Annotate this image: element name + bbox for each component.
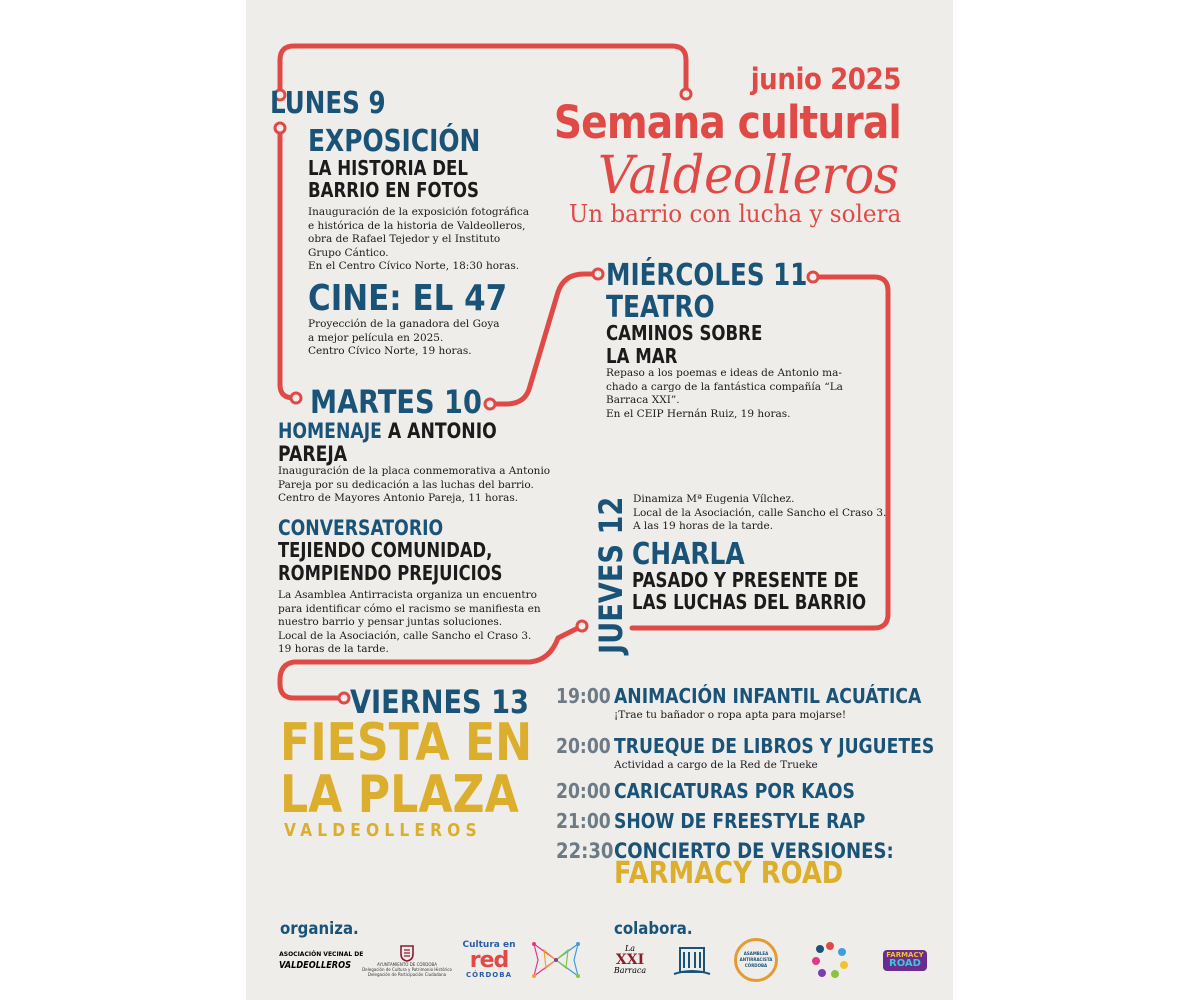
header-date: junio 2025 xyxy=(750,62,901,96)
school-logo xyxy=(670,940,714,980)
schedule-item xyxy=(556,779,936,809)
schedule-title: SHOW DE FREESTYLE RAP xyxy=(614,809,866,833)
schedule-note: Actividad a cargo de la Red de Trueke xyxy=(614,759,818,771)
day-heading-jueves: JUEVES 12 xyxy=(592,496,630,654)
event-title-exposicion: LA HISTORIA DEL BARRIO EN FOTOS xyxy=(308,156,479,202)
dots-ring-icon xyxy=(810,940,850,980)
la-barraca-logo: La XXI Barraca xyxy=(613,944,647,975)
event-title-charla: PASADO Y PRESENTE DE LAS LUCHAS DEL BARRIO xyxy=(632,568,867,614)
day-heading-viernes: VIERNES 13 xyxy=(350,683,529,721)
schedule-item xyxy=(556,734,936,779)
schedule-time: 20:00 xyxy=(556,779,611,803)
cultura-en-red-logo: Cultura en red CÓRDOBA xyxy=(462,940,516,979)
route-node xyxy=(808,272,818,282)
asociacion-vecinal-logo: ASOCIACIÓN VECINAL DE VALDEOLLEROS xyxy=(280,942,364,978)
event-desc-conversatorio: La Asamblea Antirracista organiza un encuentro para identificar cómo el racismo se manifiesta en nuestro barrio y pensar juntas soluciones. Local de la Asociación, calle Sancho el Craso 3. 19 horas de la tarde. xyxy=(278,589,541,656)
route-node xyxy=(593,269,603,279)
day-heading-martes: MARTES 10 xyxy=(310,383,482,421)
organiza-label: organiza. xyxy=(280,919,359,939)
event-desc-charla: Dinamiza Mª Eugenia Vílchez. Local de la Asociación, calle Sancho el Craso 3. A las 19 horas de la tarde. xyxy=(633,493,887,533)
poster xyxy=(246,0,953,1000)
butterfly-icon xyxy=(528,940,584,980)
header-tagline: Un barrio con lucha y solera xyxy=(568,200,901,228)
schedule-note: ¡Trae tu bañador o ropa apta para mojarse! xyxy=(614,709,847,721)
schedule-title: ANIMACIÓN INFANTIL ACUÁTICA xyxy=(614,684,922,708)
dots-logo xyxy=(808,938,852,982)
route-segment-lunes xyxy=(280,128,296,398)
header-place: Valdeolleros xyxy=(598,146,899,206)
asamblea-antirracista-logo: ASAMBLEA ANTIRRACISTA CÓRDOBA xyxy=(732,936,780,984)
day-heading-lunes: LUNES 9 xyxy=(270,86,386,121)
schedule-title: CARICATURAS POR KAOS xyxy=(614,779,855,803)
fiesta-title: FIESTA EN LA PLAZA xyxy=(280,713,533,825)
schedule-time: 21:00 xyxy=(556,809,611,833)
event-desc-teatro: Repaso a los poemas e ideas de Antonio ma- chado a cargo de la fantástica compañía “La Barraca XXI”. En el CEIP Hernán Ruiz, 19 horas. xyxy=(606,367,843,420)
building-icon xyxy=(672,942,712,978)
schedule-title: TRUEQUE DE LIBROS Y JUGUETES xyxy=(614,734,935,758)
event-desc-homenaje: Inauguración de la placa conmemorativa a Antonio Pareja por su dedicación a las luchas del barrio. Centro de Mayores Antonio Pareja, 11 horas. xyxy=(278,465,551,505)
event-desc-exposicion: Inauguración de la exposición fotográfica e histórica de la historia de Valdeolleros, obra de Rafael Tejedor y el Instituto Grupo Cántico. En el Centro Cívico Norte, 18:30 horas. xyxy=(308,206,530,273)
event-type-exposicion: EXPOSICIÓN xyxy=(308,124,481,159)
event-type-teatro: TEATRO xyxy=(606,290,715,325)
event-title-conversatorio: TEJIENDO COMUNIDAD, ROMPIENDO PREJUICIOS xyxy=(278,538,503,585)
schedule-item xyxy=(556,684,936,734)
event-title-homenaje-cont: PAREJA xyxy=(278,442,348,466)
butterfly-logo xyxy=(526,938,586,982)
event-title-cine: CINE: EL 47 xyxy=(308,278,508,319)
fiesta-subtitle: VALDEOLLEROS xyxy=(284,820,482,841)
day-heading-miercoles: MIÉRCOLES 11 xyxy=(606,258,808,293)
event-type-conversatorio: CONVERSATORIO xyxy=(278,516,444,540)
route-node xyxy=(291,393,301,403)
event-title-homenaje: HOMENAJE A ANTONIO xyxy=(278,419,497,443)
schedule-time: 22:30 xyxy=(556,839,614,863)
crest-icon xyxy=(398,944,416,962)
farmacy-road-logo: FARMACY ROAD xyxy=(882,942,928,978)
schedule-time: 19:00 xyxy=(556,684,611,708)
schedule-title: CONCIERTO DE VERSIONES: xyxy=(614,839,894,863)
schedule-list xyxy=(556,684,936,869)
route-node xyxy=(275,123,285,133)
schedule-item xyxy=(556,809,936,839)
route-node xyxy=(339,693,349,703)
event-type-charla: CHARLA xyxy=(632,537,745,572)
headliner: FARMACY ROAD xyxy=(614,856,844,891)
colabora-label: colabora. xyxy=(614,919,693,939)
schedule-time: 20:00 xyxy=(556,734,611,758)
ayuntamiento-logo: AYUNTAMIENTO DE CÓRDOBA Delegación de Cultura y Patrimonio Histórico Delegación de Participación Ciudadana xyxy=(372,938,442,982)
event-desc-cine: Proyección de la ganadora del Goya a mejor película en 2025. Centro Cívico Norte, 19 horas. xyxy=(308,318,500,358)
route-node xyxy=(577,621,587,631)
event-title-teatro: CAMINOS SOBRE LA MAR xyxy=(606,321,763,368)
route-node xyxy=(485,399,495,409)
header-title: Semana cultural xyxy=(553,96,901,149)
